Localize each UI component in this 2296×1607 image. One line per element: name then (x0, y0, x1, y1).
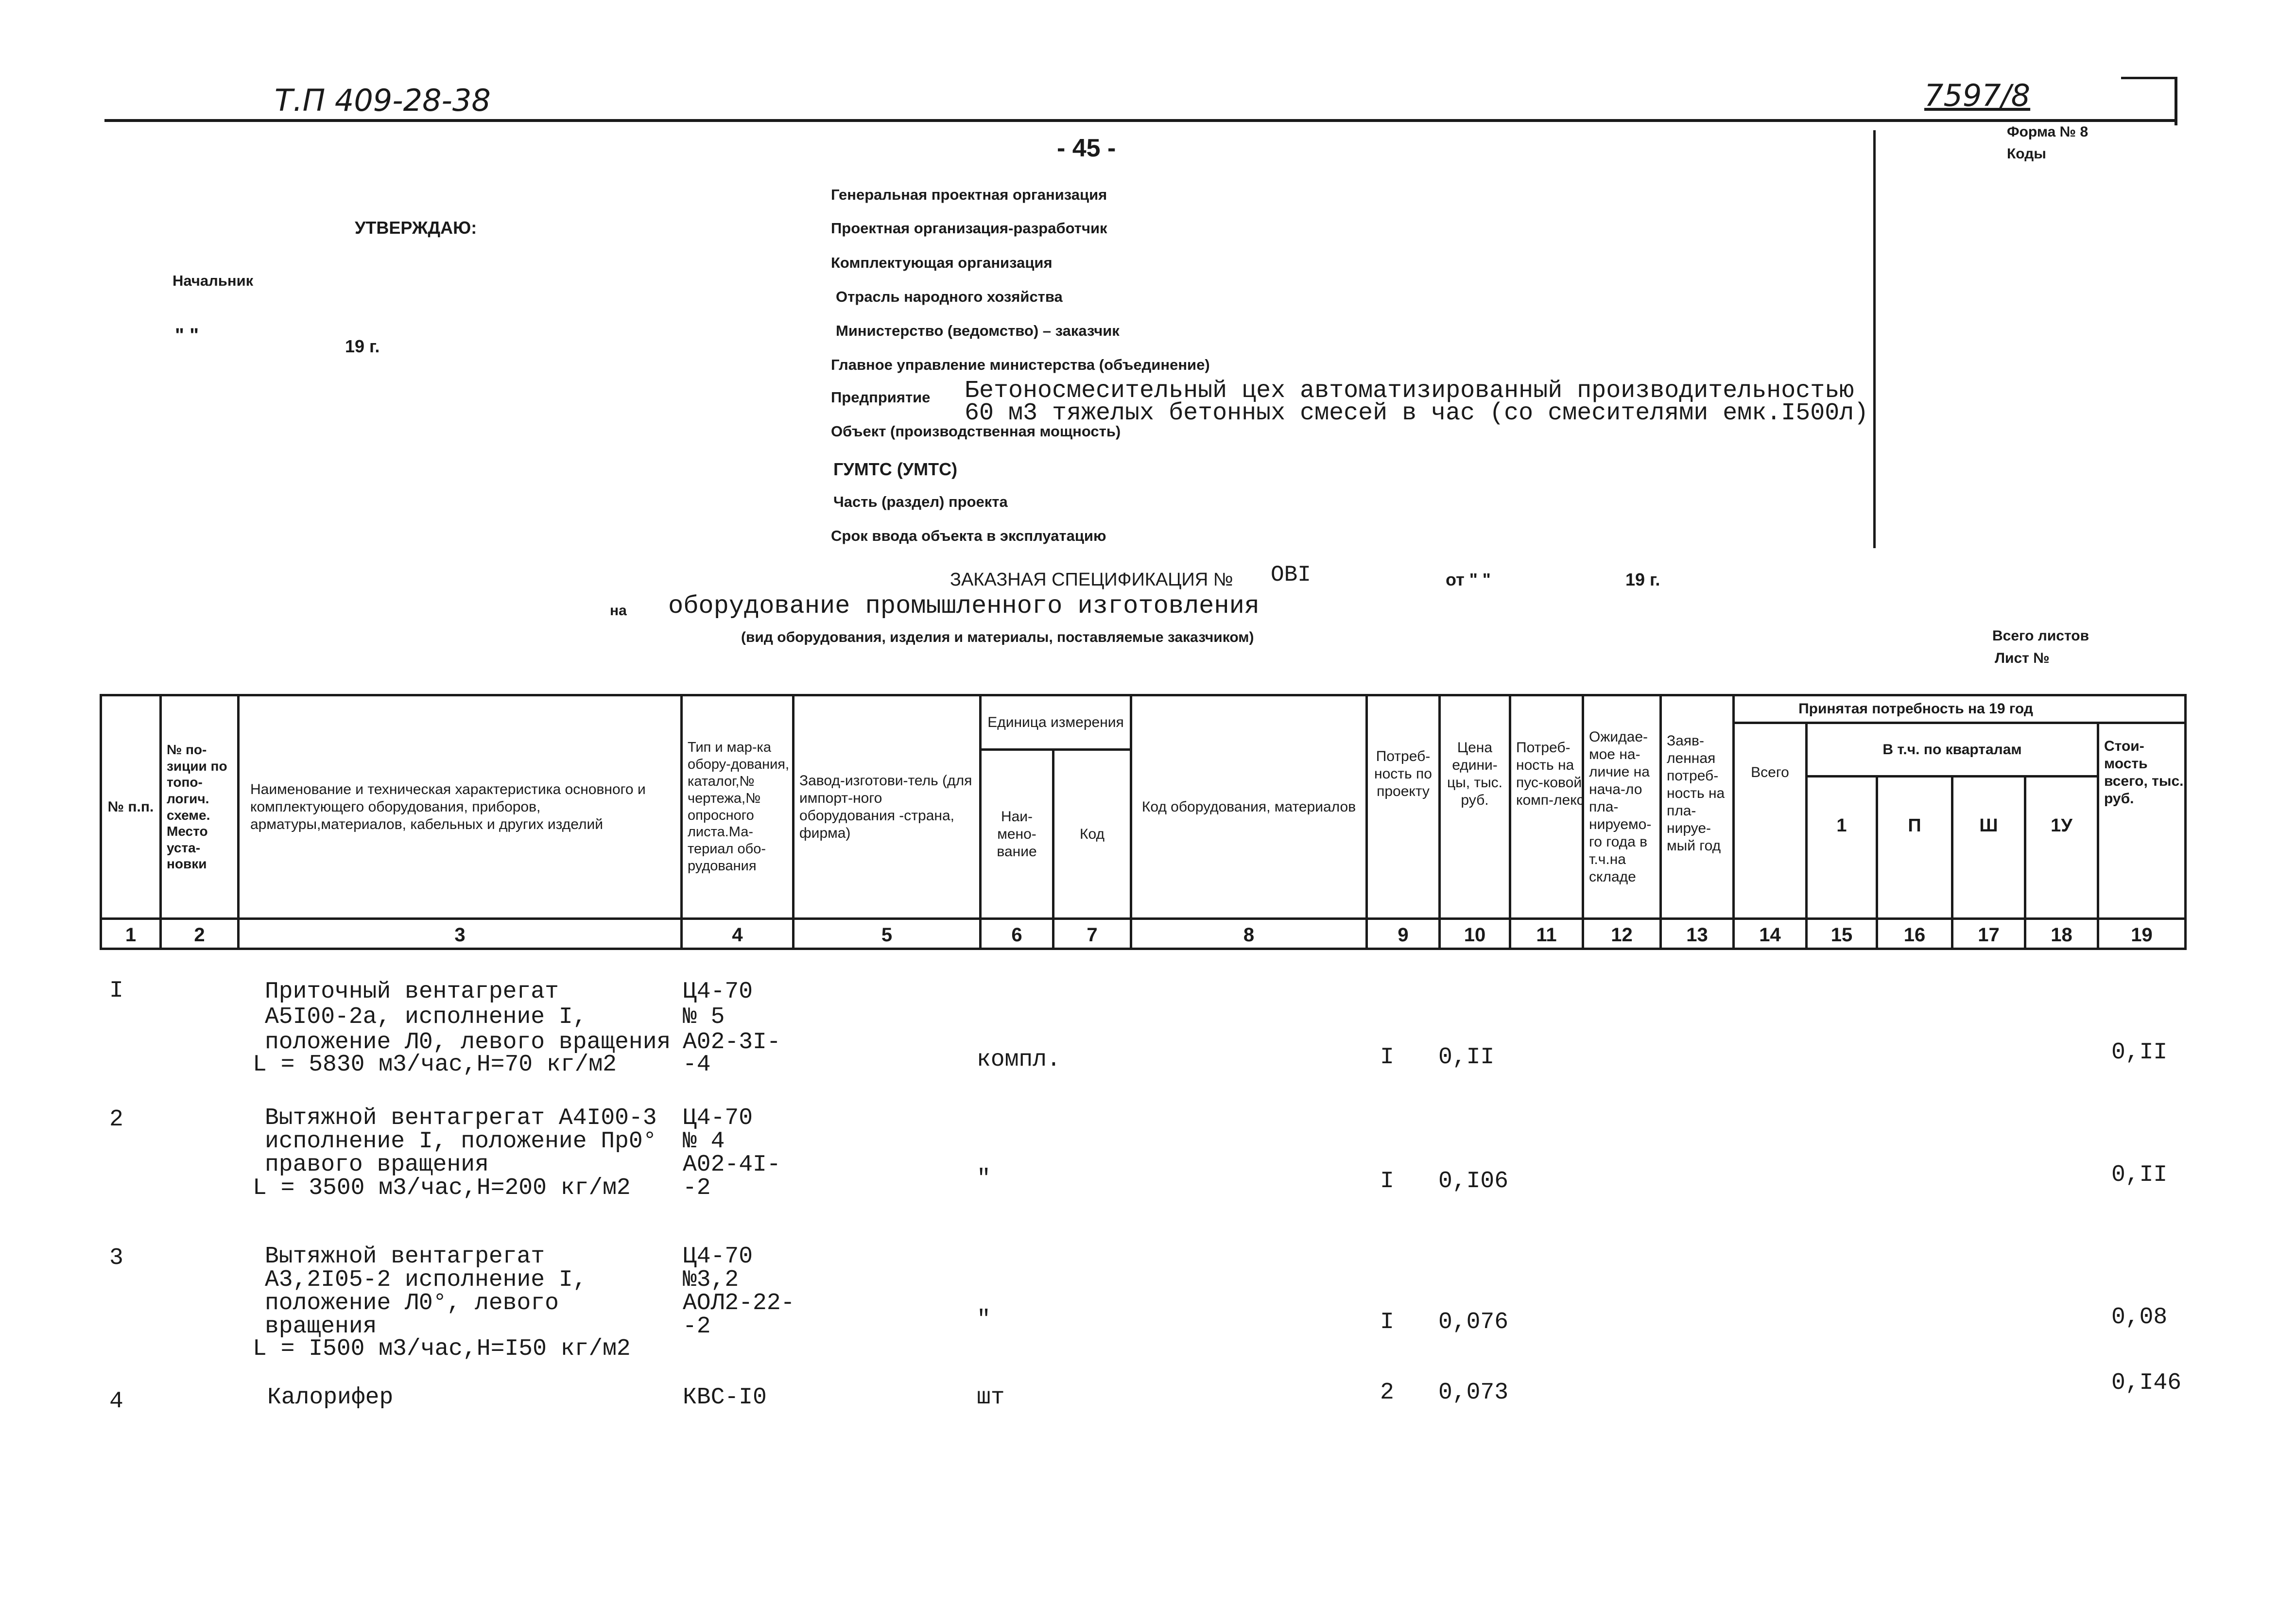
spec-on-label: на (610, 603, 627, 619)
row-name-line: вращения (265, 1313, 377, 1340)
col-header-16: П (1908, 815, 1921, 836)
spec-year: 19 г. (1625, 570, 1660, 589)
row-num: 3 (109, 1245, 123, 1271)
col-header-6: Наи-мено-вание (997, 808, 1037, 860)
row-cost: 0,II (2111, 1039, 2168, 1066)
col-header-5: Завод-изготови-тель (для импорт-ного оборудования -страна, фирма) (799, 772, 972, 841)
col-header-2: № по-зиции по топо-логич. схеме. Место уста-новки (167, 742, 227, 872)
col-number-4: 4 (732, 924, 743, 946)
row-unit: шт (977, 1384, 1005, 1411)
row-name-line: L = I500 м3/час,Н=I50 кг/м2 (253, 1336, 631, 1362)
col-number-14: 14 (1759, 924, 1781, 946)
row-name-line: L = 3500 м3/час,Н=200 кг/м2 (253, 1175, 631, 1201)
row-price: 0,076 (1438, 1309, 1509, 1335)
col-header-units-group: Единица измерения (987, 714, 1124, 730)
col-number-2: 2 (194, 924, 205, 946)
col-header-13: Заяв-ленная потреб-ность на пла-нируе-мый год (1667, 733, 1725, 854)
org-developer: Проектная организация-разработчик (831, 220, 1107, 237)
col-number-15: 15 (1830, 924, 1853, 946)
col-header-3: Наименование и техническая характеристика основного и комплектующего оборудования, приборов, арматуры,материалов, кабельных и других изделий (250, 781, 646, 832)
row-unit: " (977, 1166, 991, 1192)
row-type-line: -4 (683, 1052, 711, 1078)
enterprise-name-line2: 60 м3 тяжелых бетонных смесей в час (со смесителями емк.I500л) (965, 399, 1869, 427)
row-name-line: L = 5830 м3/час,Н=70 кг/м2 (253, 1052, 617, 1078)
row-type-line: КВС-I0 (683, 1384, 767, 1411)
top-rule (104, 119, 2177, 122)
codes-label: Коды (2007, 146, 2046, 162)
org-gumts: ГУМТС (УМТС) (833, 459, 958, 479)
corner-bracket-side (2175, 77, 2177, 125)
spec-from: от " " (1446, 570, 1491, 589)
enterprise-name-line1: Бетоносмесительный цех автоматизированный производительностью (965, 377, 1854, 405)
row-cost: 0,08 (2111, 1304, 2168, 1331)
row-name-line: А5I00-2а, исполнение I, (265, 1004, 587, 1030)
col-number-10: 10 (1464, 924, 1486, 946)
org-general-designer: Генеральная проектная организация (831, 186, 1107, 203)
row-qty: 2 (1380, 1380, 1394, 1406)
col-header-18: 1У (2051, 815, 2072, 836)
col-header-7: Код (1079, 826, 1105, 842)
col-header-quarters-group: В т.ч. по кварталам (1882, 741, 2022, 758)
row-qty: I (1380, 1044, 1394, 1071)
row-name-line: Приточный вентагрегат (265, 979, 559, 1005)
col-divider (237, 694, 240, 950)
col-header-14: Всего (1751, 764, 1789, 780)
row-price: 0,073 (1438, 1380, 1509, 1406)
table-header-bottom (100, 917, 2187, 920)
row-num: I (109, 978, 123, 1004)
row-num: 2 (109, 1106, 123, 1133)
row-type-line: № 4 (683, 1128, 725, 1155)
org-main-directorate: Главное управление министерства (объединение) (831, 356, 1210, 373)
col-header-19: Стои-мость всего, тыс. руб. (2104, 738, 2184, 807)
approval-title: УТВЕРЖДАЮ: (355, 218, 477, 238)
row-name-line: правого вращения (265, 1152, 489, 1178)
row-type-line: № 5 (683, 1004, 725, 1030)
org-commissioning: Срок ввода объекта в эксплуатацию (831, 527, 1106, 544)
row-qty: I (1380, 1309, 1394, 1335)
spec-subject-note: (вид оборудования, изделия и материалы, поставляемые заказчиком) (741, 629, 1254, 645)
row-name-line: Вытяжной вентагрегат А4I00-3 (265, 1105, 657, 1131)
col-header-1: № п.п. (107, 798, 154, 815)
row-name-line: исполнение I, положение Пр0° (265, 1128, 657, 1155)
row-name-line: положение Л0°, левого (265, 1290, 559, 1316)
col-header-8: Код оборудования, материалов (1141, 798, 1356, 815)
row-num: 4 (109, 1388, 123, 1415)
col-header-accepted-group: Принятая потребность на 19 год (1798, 701, 2033, 717)
row-type-line: Ц4-70 (683, 1244, 753, 1270)
col-header-4: Тип и мар-ка обору-дования, каталог,№ чертежа,№ опросного листа.Ма-териал обо-рудования (688, 740, 790, 874)
col-number-17: 17 (1978, 924, 2000, 946)
org-enterprise: Предприятие (831, 389, 931, 406)
col-header-17: Ш (1979, 815, 1998, 836)
corner-bracket-top (2121, 77, 2177, 79)
row-type-line: АОЛ2-22- (683, 1290, 795, 1316)
org-object: Объект (производственная мощность) (831, 423, 1121, 440)
col-number-5: 5 (881, 924, 893, 946)
approval-year: 19 г. (345, 336, 380, 356)
col-number-6: 6 (1011, 924, 1022, 946)
document-code: Т.П 409-28-38 (275, 83, 491, 118)
page-number: - 45 - (1057, 134, 1116, 162)
col-number-3: 3 (454, 924, 466, 946)
col-number-11: 11 (1536, 924, 1557, 946)
col-number-12: 12 (1611, 924, 1633, 946)
row-name-line: А3,2I05-2 исполнение I, (265, 1267, 587, 1293)
col-number-1: 1 (125, 924, 137, 946)
row-type-line: А02-3I- (683, 1029, 781, 1055)
org-industry: Отрасль народного хозяйства (836, 288, 1063, 305)
org-project-part: Часть (раздел) проекта (833, 493, 1008, 510)
row-unit: компл. (977, 1047, 1061, 1073)
sheet-number-label: Лист № (1995, 650, 2050, 666)
row-type-line: Ц4-70 (683, 979, 753, 1005)
spec-title: ЗАКАЗНАЯ СПЕЦИФИКАЦИЯ № (950, 570, 1233, 590)
row-unit: " (977, 1307, 991, 1333)
sheet-code: 7597/8 (1924, 78, 2031, 113)
org-ministry: Министерство (ведомство) – заказчик (836, 322, 1120, 339)
col-number-9: 9 (1398, 924, 1409, 946)
col-header-11: Потреб-ность на пус-ковой комп-лекс (1516, 740, 1584, 808)
row-type-line: -2 (683, 1175, 711, 1201)
col-number-19: 19 (2131, 924, 2153, 946)
row-type-line: Ц4-70 (683, 1105, 753, 1131)
total-sheets-label: Всего листов (1992, 628, 2089, 644)
row-name-line: Калорифер (267, 1384, 394, 1411)
row-name-line: положение Л0, левого вращения (265, 1029, 671, 1055)
col-number-7: 7 (1087, 924, 1098, 946)
org-completing: Комплектующая организация (831, 254, 1053, 271)
approval-date-quotes: " " (175, 325, 199, 346)
row-price: 0,II (1438, 1044, 1495, 1071)
col-number-18: 18 (2051, 924, 2072, 946)
codes-column-rule (1873, 130, 1876, 548)
row-type-line: А02-4I- (683, 1152, 781, 1178)
row-price: 0,I06 (1438, 1168, 1509, 1194)
row-type-line: №3,2 (683, 1267, 739, 1293)
spec-number: OBI (1271, 562, 1311, 588)
row-type-line: -2 (683, 1313, 711, 1340)
forma-label: Форма № 8 (2007, 124, 2089, 140)
row-qty: I (1380, 1168, 1394, 1194)
col-header-10: Цена едини-цы, тыс. руб. (1447, 740, 1503, 808)
row-cost: 0,II (2111, 1162, 2168, 1188)
row-name-line: Вытяжной вентагрегат (265, 1244, 545, 1270)
spec-subject: оборудование промышленного изготовления (668, 592, 1260, 621)
col-header-15: 1 (1836, 815, 1847, 836)
approval-chief: Начальник (173, 272, 254, 289)
row-cost: 0,I46 (2111, 1370, 2182, 1396)
col-number-8: 8 (1243, 924, 1255, 946)
col-header-12: Ожидае-мое на-личие на нача-ло пла-нируемо-го года в т.ч.на складе (1589, 728, 1652, 885)
col-header-9: Потреб-ность по проекту (1374, 748, 1432, 799)
col-number-16: 16 (1903, 924, 1926, 946)
col-number-13: 13 (1686, 924, 1708, 946)
